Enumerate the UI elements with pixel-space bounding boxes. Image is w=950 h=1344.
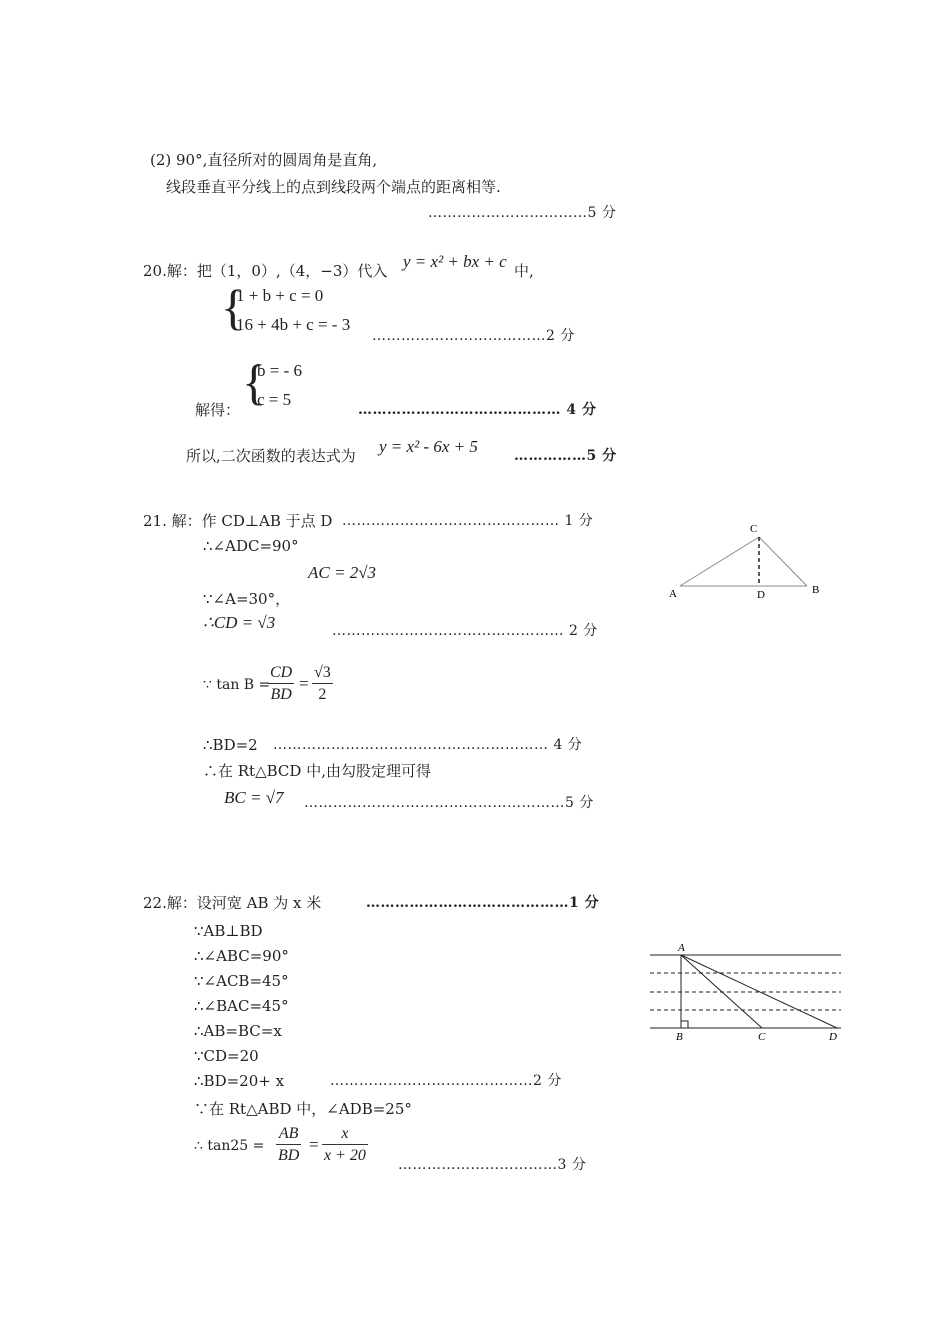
q22-line1: 22.解：设河宽 AB 为 x 米 [143,894,322,912]
q21-line6: ∴在 Rt△BCD 中,由勾股定理可得 [203,762,431,780]
q22-label-b: B [676,1031,683,1043]
q21-side-ac [680,537,759,586]
q21-fraction-sqrt3-2 [312,663,333,706]
q22-line9: ∵在 Rt△ABD 中，∠ADB=25° [194,1100,412,1118]
q22-num2: x [322,1124,368,1145]
q21-score1: ……………………………………… 1 分 [342,513,594,529]
q22-score2: ……………………………………2 分 [330,1073,562,1089]
q21-line1: 21. 解：作 CD⊥AB 于点 D [143,512,333,530]
q22-fraction-ab-bd [276,1124,301,1167]
q21-tan-den2: 2 [318,686,327,703]
q22-fraction-x-x20 [322,1124,368,1167]
q20-system1-brace: { [221,279,245,335]
q22-line6: ∴AB=BC=x [194,1022,282,1040]
q22-right-angle-mark [681,1021,688,1028]
q19-score: ……………………………5 分 [428,205,617,221]
q21-fraction-cd-bd [268,663,294,706]
q19-line1: (2) 90°,直径所对的圆周角是直角, [150,151,378,169]
q20-system2-row1: b = - 6 [257,361,302,380]
q21-line5: ∴BD=2 [203,736,258,754]
q22-line7: ∵CD=20 [194,1047,259,1065]
q19-line2: 线段垂直平分线上的点到线段两个端点的距离相等. [166,178,501,196]
q21-line3: ∵∠A=30°， [203,590,291,608]
q21-tan-prefix: ∵ tan B = [203,677,271,693]
q21-label-a: A [669,588,677,600]
q20-equation: y = x² + bx + c [403,252,507,271]
q22-den1: BD [278,1147,300,1164]
q22-river-figure [645,940,845,1045]
q21-line4: ∴CD = √3 [203,613,276,632]
q21-ac: AC = 2√3 [308,563,377,582]
q21-score2: ………………………………………… 2 分 [332,623,598,639]
q20-intro-tail: 中, [514,262,534,280]
q21-label-b: B [812,584,820,596]
q22-line8: ∴BD=20+ x [194,1072,285,1090]
q20-system2-brace: { [242,354,266,410]
q21-tan-den1: BD [270,686,292,703]
q22-line4: ∵∠ACB=45° [194,972,289,990]
q22-score3: ……………………………3 分 [398,1157,587,1173]
q21-bc: BC = √7 [224,788,284,807]
q22-label-a: A [678,942,685,954]
q20-score3: ……………5 分 [514,448,617,464]
q20-system1-row2: 16 + 4b + c = - 3 [236,315,351,334]
q20-final-expr: y = x² - 6x + 5 [379,437,478,456]
q22-label-d: D [829,1031,837,1043]
q21-score4: ………………………………………………5 分 [304,795,594,811]
q22-score1: ……………………………………1 分 [366,895,600,911]
q21-line2: ∴∠ADC=90° [203,537,299,555]
q22-den2: x + 20 [324,1147,366,1164]
q20-system1-row1: 1 + b + c = 0 [236,286,324,305]
q21-equals: = [299,674,309,693]
q20-system2-row2: c = 5 [257,390,292,409]
q20-score2: …………………………………… 4 分 [358,402,597,418]
q21-label-c: C [750,523,758,535]
q21-label-d: D [757,589,765,601]
q22-tan-prefix: ∴ tan25 = [194,1138,265,1154]
q22-line3: ∴∠ABC=90° [194,947,289,965]
q21-score3: ………………………………………………… 4 分 [273,737,583,753]
q22-label-c: C [758,1031,766,1043]
q21-side-cb [759,537,807,586]
q22-num1: AB [276,1124,301,1145]
q20-solve-label: 解得： [195,401,241,419]
q22-line2: ∵AB⊥BD [194,922,263,940]
q21-tan-num2: √3 [312,663,333,684]
q21-tan-num1: CD [268,663,294,684]
q22-line5: ∴∠BAC=45° [194,997,289,1015]
q22-equals: = [309,1135,319,1154]
q20-intro: 20.解：把（1，0）,（4，−3）代入 [143,262,388,280]
q20-score1: ………………………………2 分 [372,328,575,344]
q20-conclusion: 所以,二次函数的表达式为 [186,447,356,465]
q21-triangle-figure [660,520,830,610]
